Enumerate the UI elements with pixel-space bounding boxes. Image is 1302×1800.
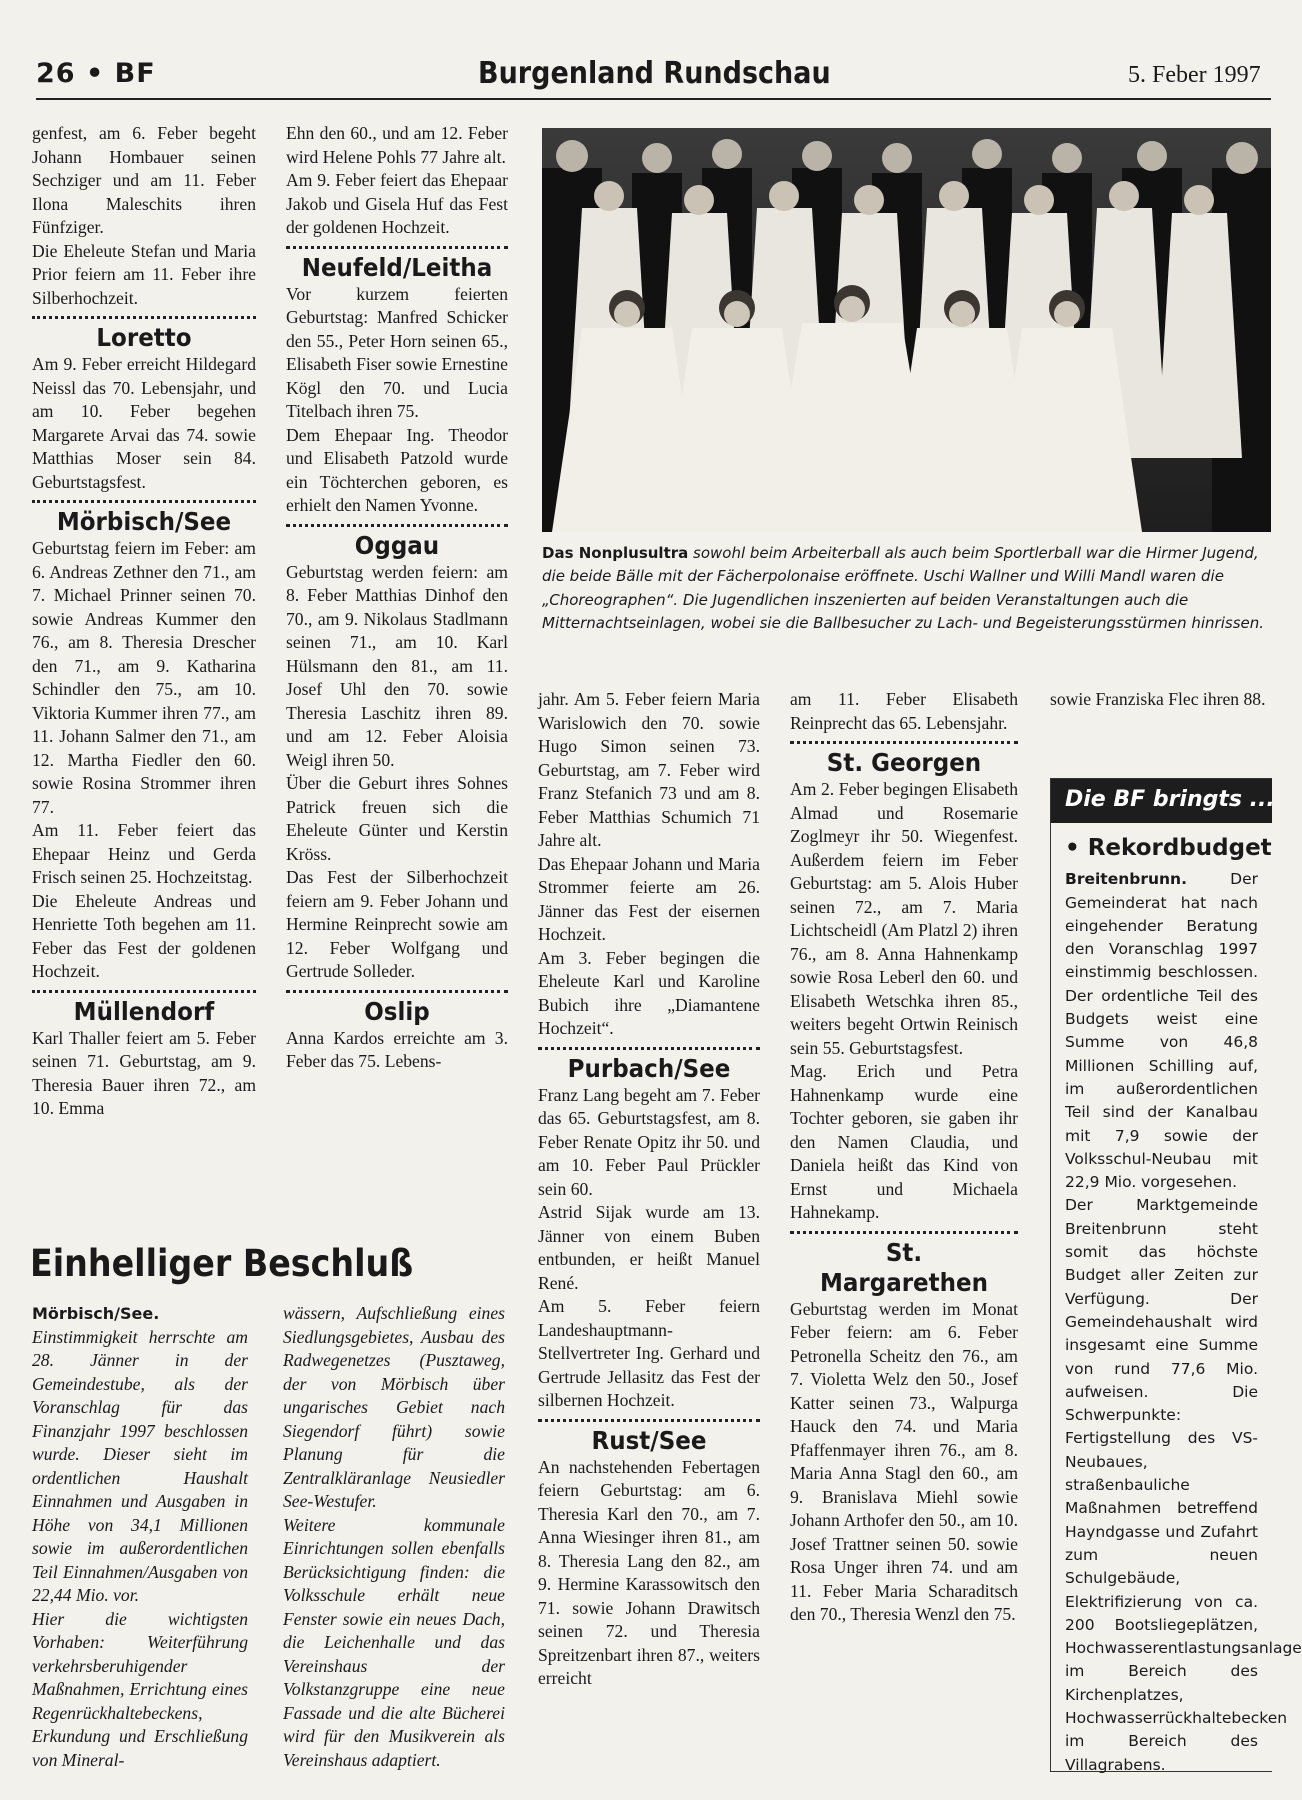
caption-lead: Das Nonplusultra	[542, 544, 689, 562]
paragraph: Am 2. Feber begingen Elisabeth Almad und Rosemarie Zoglmeyr ihr 50. Wiegenfest. Außerdem feiern im Feber Geburtstag: am 5. Alois Huber seinen 72., am 7. Maria Lichtscheidl (Am Platzl 2) ihren 76., am 8. Anna Hahnenkamp sowie Rosa Leberl den 60. und Elisabeth Wetschka ihren 85., weiters begeht Ortwin Reinisch sein 55. Geburtstagsfest.	[790, 779, 1018, 1058]
section-heading-oslip: Oslip	[364, 996, 430, 1026]
paragraph: genfest, am 6. Feber begeht Johann Hombauer seinen Sechziger und am 11. Feber Ilona Maleschits ihren Fünfziger.	[32, 123, 256, 237]
paragraph: Geburtstag feiern im Feber: am 6. Andreas Zethner den 71., am 7. Michael Prinner seinen 70. sowie Andreas Kummer den 76., am 8. Theresia Drescher den 71., am 9. Katharina Schindler den 75., am 10. Viktoria Kummer ihren 77., am 11. Johann Salmer den 71., am 12. Martha Fiedler den 60. sowie Rosina Strommer ihren 77.	[32, 538, 256, 817]
paragraph: Die Eheleute Stefan und Maria Prior feiern am 11. Feber ihre Silberhochzeit.	[32, 240, 256, 308]
section-divider	[790, 1231, 1018, 1234]
news-box-heading: • Rekordbudget	[1065, 835, 1272, 861]
section-divider	[32, 316, 256, 319]
column-4	[790, 688, 1018, 1627]
box-lead: Breitenbrunn.	[1065, 870, 1187, 889]
paragraph: Ehn den 60., und am 12. Feber wird Helene Pohls 77 Jahre alt.	[286, 123, 508, 167]
article-column-1	[32, 1302, 248, 1772]
paragraph: am 11. Feber Elisabeth Reinprecht das 65. Lebensjahr.	[790, 689, 1018, 733]
header-rule	[36, 98, 1271, 100]
column-2	[286, 122, 508, 1074]
paragraph: Karl Thaller feiert am 5. Feber seinen 71. Geburtstag, am 9. Theresia Bauer ihren 72., am 10. Emma	[32, 1027, 256, 1118]
paragraph: Weitere kommunale Einrichtungen sollen ebenfalls Berücksichtigung finden: die Volksschule erhält neue Fenster sowie ein neues Dach, die Leichenhalle und das Vereinshaus der Volkstanzgruppe eine neue Fassade und die alte Bücherei wird für den Musikverein als Vereinshaus adaptiert.	[283, 1514, 505, 1770]
section-heading-oggau: Oggau	[354, 530, 440, 560]
section-heading-loretto: Loretto	[96, 323, 192, 352]
news-box-title: Die BF bringts ...	[1051, 779, 1272, 823]
section-divider	[286, 524, 508, 527]
photo-caption	[542, 542, 1271, 636]
paragraph: Mag. Erich und Petra Hahnenkamp wurde eine Tochter geboren, sie gaben ihr den Namen Claudia, und Daniela heißt das Kind von Ernst und Michaela Hahnekamp.	[790, 1061, 1018, 1222]
paragraph: Vor kurzem feierten Geburtstag: Manfred Schicker den 55., Peter Horn seinen 65., Elisabeth Fiser sowie Ernestine Kögl den 70. und Lucia Titelbach ihren 75.	[286, 283, 508, 421]
paragraph: Geburtstag werden feiern: am 8. Feber Matthias Dinhof den 70., am 9. Nikolaus Stadlmann seinen 71., am 10. Karl Hülsmann den 81., am 11. Josef Uhl den 70. sowie Theresia Laschitz ihren 89. und am 12. Feber Aloisia Weigl ihren 50.	[286, 561, 508, 770]
issue-date: 5. Feber 1997	[1128, 62, 1261, 88]
paragraph: An nachstehenden Febertagen feiern Geburtstag: am 6. Theresia Karl den 70., am 7. Anna Wiesinger ihren 81., am 8. Theresia Lang den 82., am 9. Hermine Karassowitsch den 71. sowie Johann Drawitsch seinen 72. und Theresia Spreitzenbart ihren 87., weiters erreicht	[538, 1456, 760, 1688]
section-heading-moerbisch: Mörbisch/See	[56, 507, 232, 536]
paragraph: Das Ehepaar Johann und Maria Strommer feierte am 26. Jänner das Fest der eisernen Hochzeit.	[538, 853, 760, 944]
column-5	[1050, 688, 1271, 712]
paragraph: Am 3. Feber begingen die Eheleute Karl und Karoline Bubich ihre „Diamantene Hochzeit“.	[538, 947, 760, 1038]
paragraph: Über die Geburt ihres Sohnes Patrick freuen sich die Eheleute Günter und Kerstin Kröss.	[286, 773, 508, 864]
article-column-2	[283, 1302, 505, 1772]
photo-illustration	[542, 128, 1271, 532]
section-divider	[286, 990, 508, 993]
paragraph: Hier die wichtigsten Vorhaben: Weiterführung verkehrsberuhigender Maßnahmen, Errichtung eines Regenrückhaltebeckens, Erkundung und Erschließung von Mineral-	[32, 1608, 248, 1770]
paragraph: Das Fest der Silberhochzeit feiern am 9. Feber Johann und Hermine Reinprecht sowie am 12. Feber Wolfgang und Gertrude Solleder.	[286, 867, 508, 981]
section-divider	[32, 990, 256, 993]
paragraph: Geburtstag werden im Monat Feber feiern: am 6. Feber Petronella Scheitz den 76., am 7. Violetta Welz den 50., Josef Katter seinen 73., Walpurga Hauck den 74. und Maria Pfaffenmayer ihren 76., am 8. Maria Anna Stagl den 60., am 9. Branislava Miehl sowie Johann Arthofer den 50., am 10. Josef Trattner seinen 50. sowie Rosa Unger ihren 74. und am 11. Feber Maria Scharaditsch den 70., Theresia Wenzl den 75.	[790, 1298, 1018, 1624]
paragraph: Anna Kardos erreichte am 3. Feber das 75. Lebens-	[286, 1027, 508, 1071]
paragraph: wässern, Aufschließung eines Siedlungsgebietes, Ausbau des Radwegenetzes (Pusztaweg, der von Mörbisch über ungarisches Gebiet nach Siegendorf führt) sowie Planung für die Zentralkläranlage Neusiedler See-Westufer.	[283, 1303, 505, 1511]
paragraph: Am 9. Feber erreicht Hildegard Neissl das 70. Lebensjahr, und am 10. Feber begehen Margarete Arvai das 74. sowie Matthias Moser sein 84. Geburtstagsfest.	[32, 354, 256, 492]
paragraph	[1065, 868, 1258, 1194]
article-text: Einstimmigkeit herrschte am 28. Jänner in der Gemeindestube, als der Voranschlag für das Finanzjahr 1997 beschlossen wurde. Dieser sieht im ordentlichen Haushalt Einnahmen und Ausgaben in Höhe von 34,1 Millionen sowie im außerordentlichen Teil Einnahmen/Ausgaben von 22,44 Mio. vor.	[32, 1326, 248, 1605]
newspaper-title: Burgenland Rundschau	[478, 56, 831, 91]
box-text: Der Gemeinderat hat nach eingehender Beratung den Voranschlag 1997 einstimmig beschlossen. Der ordentliche Teil des Budgets weist eine Summe von 46,8 Millionen Schilling auf, im außerordentlichen Teil sind der Kanalbau mit 7,9 sowie der Volksschul-Neubau mit 22,9 Mio. vorgesehen.	[1065, 870, 1258, 1192]
section-heading-st-margarethen: St. Margarethen	[819, 1237, 989, 1297]
paragraph: Astrid Sijak wurde am 13. Jänner von einem Buben entbunden, er heißt Manuel René.	[538, 1202, 760, 1293]
section-heading-muellendorf: Müllendorf	[73, 996, 215, 1026]
section-divider	[790, 741, 1018, 744]
paragraph: Am 5. Feber feiern Landeshauptmann-Stellvertreter Ing. Gerhard und Gertrude Jellasitz das Fest der silbernen Hochzeit.	[538, 1296, 760, 1410]
paragraph: Dem Ehepaar Ing. Theodor und Elisabeth Patzold wurde ein Töchterchen geboren, es erhielt den Namen Yvonne.	[286, 424, 508, 515]
section-heading-st-georgen: St. Georgen	[826, 748, 982, 777]
paragraph: Franz Lang begeht am 7. Feber das 65. Geburtstagsfest, am 8. Feber Renate Opitz ihr 50. und am 10. Feber Paul Prückler sein 60.	[538, 1084, 760, 1199]
paragraph: Die Eheleute Andreas und Henriette Toth begehen am 11. Feber das Fest der goldenen Hochzeit.	[32, 890, 256, 981]
article-lead: Mörbisch/See.	[32, 1304, 160, 1323]
caption-text: sowohl beim Arbeiterball als auch beim Sportlerball war die Hirmer Jugend, die beide Bälle mit der Fächerpolonaise eröffnete. Uschi Wallner und Willi Mandl waren die „Choreographen“. Die Jugendlichen inszenierten auf beiden Veranstaltungen auch die Mitternachtseinlagen, wobei sie die Ballbesucher zu Lach- und Begeisterungsstürmen hinrissen.	[542, 544, 1265, 633]
section-divider	[538, 1419, 760, 1422]
page-number: 26 • BF	[36, 58, 156, 89]
news-box	[1050, 778, 1302, 1774]
paragraph: Am 9. Feber feiert das Ehepaar Jakob und Gisela Huf das Fest der goldenen Hochzeit.	[286, 170, 508, 237]
news-box-body	[1051, 823, 1302, 1777]
section-heading-rust: Rust/See	[591, 1425, 707, 1455]
column-3	[538, 688, 760, 1691]
section-heading-neufeld: Neufeld/Leitha	[301, 252, 493, 282]
group-photo	[542, 128, 1271, 532]
section-heading-purbach: Purbach/See	[567, 1053, 731, 1083]
paragraph: Am 11. Feber feiert das Ehepaar Heinz und Gerda Frisch seinen 25. Hochzeitstag.	[32, 820, 256, 887]
section-divider	[538, 1047, 760, 1050]
paragraph: Der Marktgemeinde Breitenbrunn steht somit das höchste Budget aller Zeiten zur Verfügung. Der Gemeindehaushalt wird insgesamt eine Summe von rund 77,6 Mio. aufweisen. Die Schwerpunkte: Fertigstellung des VS-Neubaues, straßenbauliche Maßnahmen betreffend Hayndgasse und Zufahrt zum neuen Schulgebäude, Elektrifizierung von ca. 200 Bootsliegeplätzen, Hochwasserentlastungsanlage im Bereich des Kirchenplatzes, Hochwasserrückhaltebecken im Bereich des Villagrabens.	[1065, 1196, 1302, 1774]
paragraph: jahr. Am 5. Feber feiern Maria Warislowich den 70. sowie Hugo Simon seinen 73. Geburtstag, am 7. Feber wird Franz Stefanich 73 und am 8. Feber Matthias Schumich 71 Jahre alt.	[538, 689, 760, 850]
article-headline: Einhelliger Beschluß	[30, 1242, 414, 1285]
section-divider	[286, 246, 508, 249]
section-divider	[32, 500, 256, 503]
column-1	[32, 122, 256, 1121]
paragraph	[32, 1302, 248, 1608]
paragraph: sowie Franziska Flec ihren 88.	[1050, 689, 1266, 709]
